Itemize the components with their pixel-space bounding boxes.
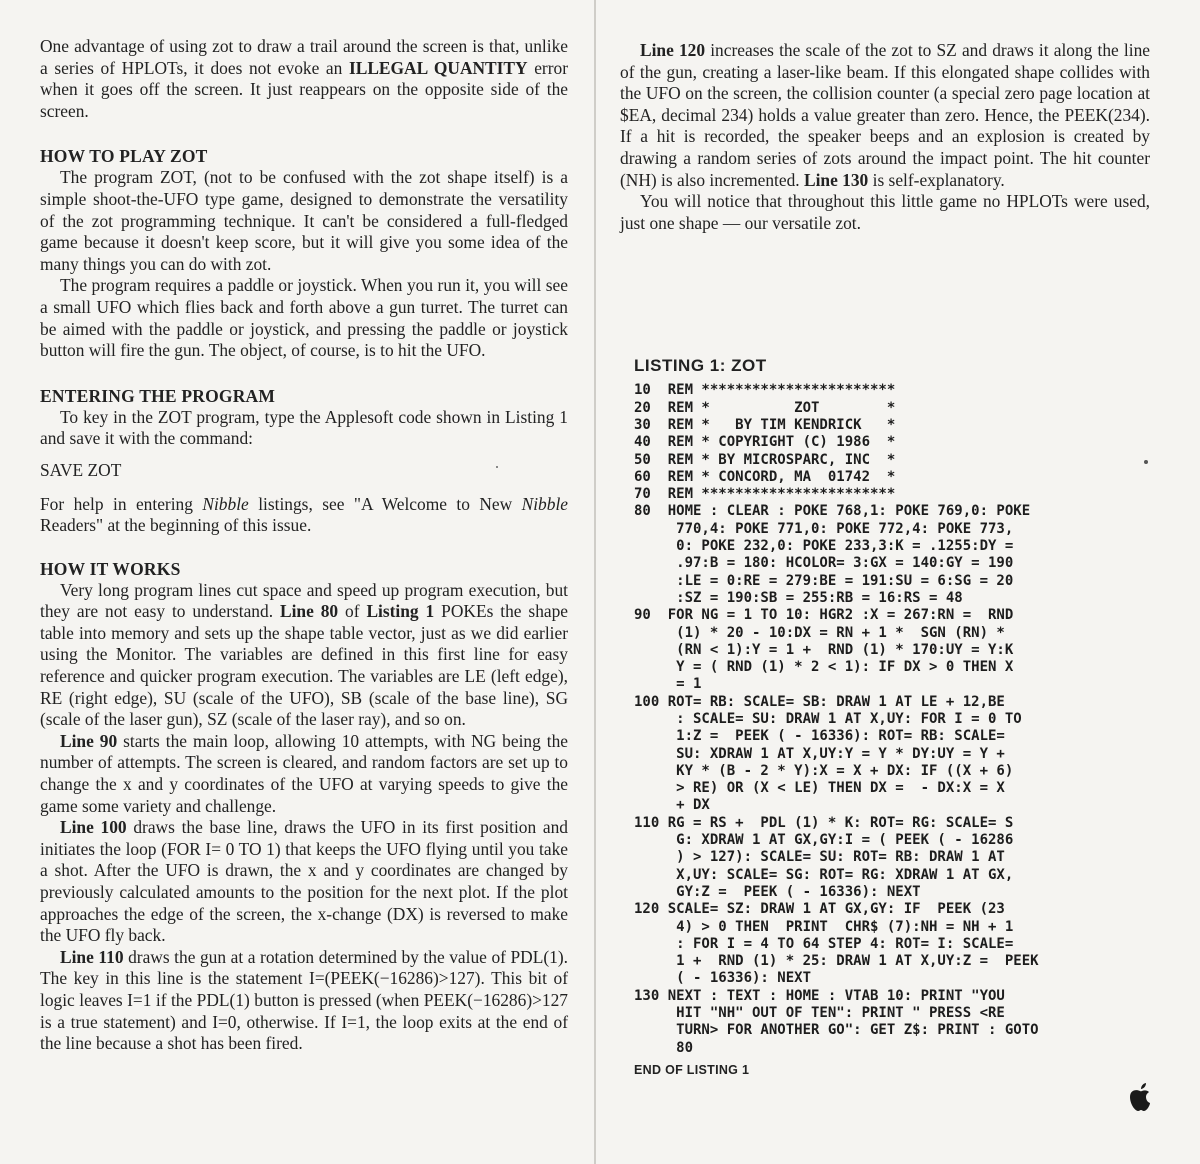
code-line: .97:B = 180: HCOLOR= 3:GX = 140:GY = 190	[634, 555, 1014, 572]
code-line: SU: XDRAW 1 AT X,UY:Y = Y * DY:UY = Y +	[634, 745, 1005, 762]
how-it-works-p2	[40, 731, 568, 817]
code-line: :SZ = 190:SB = 255:RB = 16:RS = 48	[634, 589, 963, 606]
hiw-p2-text: starts the main loop, allowing 10 attempts, with NG being the number of attempts. The screen is cleared, and random factors are set up to change the x and y coordinates of the UFO at varying speeds to give the game some variety and challenge.	[40, 730, 569, 816]
heading-how-it-works: HOW IT WORKS	[40, 558, 181, 579]
help-text: For help in entering	[40, 493, 203, 514]
right-p2: You will notice that throughout this little game no HPLOTs were used, just one shape — our versatile zot.	[620, 191, 1150, 233]
intro-text-end: error when it goes off the screen. It just reappears on the opposite side of the screen.	[40, 57, 568, 121]
code-line: 10 REM ***********************	[634, 382, 896, 399]
code-line: 40 REM * COPYRIGHT (C) 1986 *	[634, 434, 896, 451]
entering-p1: To key in the ZOT program, type the Applesoft code shown in Listing 1 and save it with the command:	[40, 406, 568, 449]
help-text-end: Readers" at the beginning of this issue.	[40, 515, 312, 536]
code-line: 100 ROT= RB: SCALE= SB: DRAW 1 AT LE + 12,BE	[634, 693, 1005, 710]
right-p1-bold-2: Line 130	[804, 169, 869, 190]
hiw-p1-bold-2: Listing 1	[366, 601, 435, 622]
how-it-works-p3	[40, 817, 568, 947]
intro-paragraph	[40, 36, 568, 122]
column-divider	[594, 0, 596, 1164]
code-line: 80 HOME : CLEAR : POKE 768,1: POKE 769,0: POKE	[634, 503, 1031, 520]
right-p1-end: is self-explanatory.	[868, 169, 1005, 190]
code-line: 0: POKE 232,0: POKE 233,3:K = .1255:DY =	[634, 538, 1014, 555]
heading-entering: ENTERING THE PROGRAM	[40, 385, 276, 406]
how-it-works-p1	[40, 580, 568, 731]
hiw-p4-bold: Line 110	[60, 946, 124, 967]
code-line: (1) * 20 - 10:DX = RN + 1 * SGN (RN) *	[634, 624, 1005, 641]
hiw-p1-text: Very long program lines cut space and speed up program execution, but they are not easy to understand.	[40, 579, 568, 622]
code-line: GY:Z = PEEK ( - 16336): NEXT	[634, 883, 921, 900]
code-line: 130 NEXT : TEXT : HOME : VTAB 10: PRINT "YOU	[634, 987, 1005, 1004]
left-column	[40, 0, 568, 1055]
code-line: ) > 127): SCALE= SU: ROT= RB: DRAW 1 AT	[634, 849, 1005, 866]
hiw-p1-end: POKEs the shape table into memory and sets up the shape table vector, just as we did earlier using the Monitor. The variables are defined in this first line for easy reference and quicker program execution. The variables are LE (left edge), RE (right edge), SU (scale of the UFO), SB (scale of the base line), SG (scale of the laser gun), SZ (scale of the laser ray), and so on.	[40, 601, 569, 730]
right-p1-bold-1: Line 120	[640, 40, 706, 60]
code-line: HIT "NH" OUT OF TEN": PRINT " PRESS <RE	[634, 1005, 1005, 1022]
end-of-listing: END OF LISTING 1	[634, 1062, 750, 1077]
code-line: 50 REM * BY MICROSPARC, INC *	[634, 451, 896, 468]
code-line: ( - 16336): NEXT	[634, 970, 812, 987]
hiw-p3-bold: Line 100	[60, 817, 127, 838]
apple-logo-icon	[1128, 1082, 1152, 1112]
code-line: : SCALE= SU: DRAW 1 AT X,UY: FOR I = 0 TO	[634, 710, 1022, 727]
code-line: KY * (B - 2 * Y):X = X + DX: IF ((X + 6)	[634, 762, 1014, 779]
right-p1-text: increases the scale of the zot to SZ and draws it along the line of the gun, creating a laser-like beam. If this elongated shape collides with the UFO on the screen, the collision counter (a special zero page location at $EA, decimal 234) holds a value greater than zero. Hence, the PEEK(234). If a hit is recorded, the speaker beeps and an explosion is created by drawing a random series of zots around the impact point. The hit counter (NH) is also incremented.	[620, 40, 1150, 190]
listing-title: LISTING 1: ZOT	[634, 356, 767, 376]
code-line: 1:Z = PEEK ( - 16336): ROT= RB: SCALE=	[634, 728, 1005, 745]
code-line: :LE = 0:RE = 279:BE = 191:SU = 6:SG = 20	[634, 572, 1014, 589]
intro-strong: ILLEGAL QUANTITY	[348, 57, 528, 78]
code-line: 110 RG = RS + PDL (1) * K: ROT= RG: SCALE= S	[634, 814, 1014, 831]
hiw-p1-bold-1: Line 80	[279, 601, 339, 622]
help-text-mid: listings, see "A Welcome to New	[248, 493, 522, 514]
speck-small	[496, 466, 498, 468]
how-to-play-p2: The program requires a paddle or joystick. When you run it, you will see a small UFO which flies back and forth above a gun turret. The turret can be aimed with the paddle or joystick, and pressing the paddle or joystick button will fire the gun. The object, of course, is to hit the UFO.	[40, 275, 568, 361]
code-line: 770,4: POKE 771,0: POKE 772,4: POKE 773,	[634, 520, 1014, 537]
how-it-works-p4	[40, 947, 568, 1055]
hiw-p1-mid: of	[338, 601, 367, 622]
code-line: G: XDRAW 1 AT GX,GY:I = ( PEEK ( - 16286	[634, 832, 1014, 849]
heading-how-to-play: HOW TO PLAY ZOT	[40, 146, 208, 167]
code-line: 20 REM * ZOT *	[634, 399, 896, 416]
code-line: 90 FOR NG = 1 TO 10: HGR2 :X = 267:RN = RND	[634, 607, 1014, 624]
code-line: 80	[634, 1039, 694, 1056]
how-to-play-p1: The program ZOT, (not to be confused with the zot shape itself) is a simple shoot-the-UFO type game, designed to demonstrate the versatility of the zot programming technique. It can't be considered a full-fledged game because it doesn't keep score, but it will give you some idea of the many things you can do with zot.	[40, 167, 568, 274]
code-line: > RE) OR (X < LE) THEN DX = - DX:X = X	[634, 780, 1005, 797]
hiw-p3-text: draws the base line, draws the UFO in its first position and initiates the loop (FOR I= 0 TO 1) that keeps the UFO flying until you take a shot. After the UFO is drawn, the x and y coordinates are changed by previously calculated amounts to the position for the next plot. If the plot approaches the edge of the screen, the x-change (DX) is reversed to make the UFO fly back.	[40, 817, 568, 946]
code-line: : FOR I = 4 TO 64 STEP 4: ROT= I: SCALE=	[634, 935, 1014, 952]
right-column	[620, 0, 1150, 1077]
code-line: (RN < 1):Y = 1 + RND (1) * 170:UY = Y:K	[634, 641, 1014, 658]
help-em-2: Nibble	[521, 493, 568, 514]
speck	[1144, 460, 1148, 464]
code-line: 120 SCALE= SZ: DRAW 1 AT GX,GY: IF PEEK (23	[634, 901, 1005, 918]
code-line: 70 REM ***********************	[634, 486, 896, 503]
code-line: X,UY: SCALE= SG: ROT= RG: XDRAW 1 AT GX,	[634, 866, 1014, 883]
right-p1	[620, 40, 1150, 191]
code-line: 60 REM * CONCORD, MA 01742 *	[634, 468, 896, 485]
help-em-1: Nibble	[202, 493, 249, 514]
code-line: Y = ( RND (1) * 2 < 1): IF DX > 0 THEN X	[634, 659, 1014, 676]
code-listing	[634, 382, 1150, 1057]
hiw-p2-bold: Line 90	[60, 730, 118, 751]
entering-help	[40, 494, 568, 537]
code-line: 1 + RND (1) * 25: DRAW 1 AT X,UY:Z = PEEK	[634, 953, 1039, 970]
code-line: + DX	[634, 797, 710, 814]
code-line: 30 REM * BY TIM KENDRICK *	[634, 416, 896, 433]
hiw-p4-text: draws the gun at a rotation determined by the value of PDL(1). The key in this line is the statement I=(PEEK(−16286)>127). This bit of logic leaves I=1 if the PDL(1) button is pressed (when PEEK(−16286)>127 is a true statement) and I=0, otherwise. If I=1, the loop exits at the end of the line because a shot has been fired.	[40, 946, 568, 1054]
save-command: SAVE ZOT	[40, 459, 122, 480]
intro-text: One advantage of using zot to draw a trail around the screen is that, unlike a series of HPLOTs, it does not evoke an	[40, 36, 568, 78]
code-line: TURN> FOR ANOTHER GO": GET Z$: PRINT : GOTO	[634, 1022, 1039, 1039]
code-line: = 1	[634, 676, 702, 693]
code-line: 4) > 0 THEN PRINT CHR$ (7):NH = NH + 1	[634, 918, 1014, 935]
